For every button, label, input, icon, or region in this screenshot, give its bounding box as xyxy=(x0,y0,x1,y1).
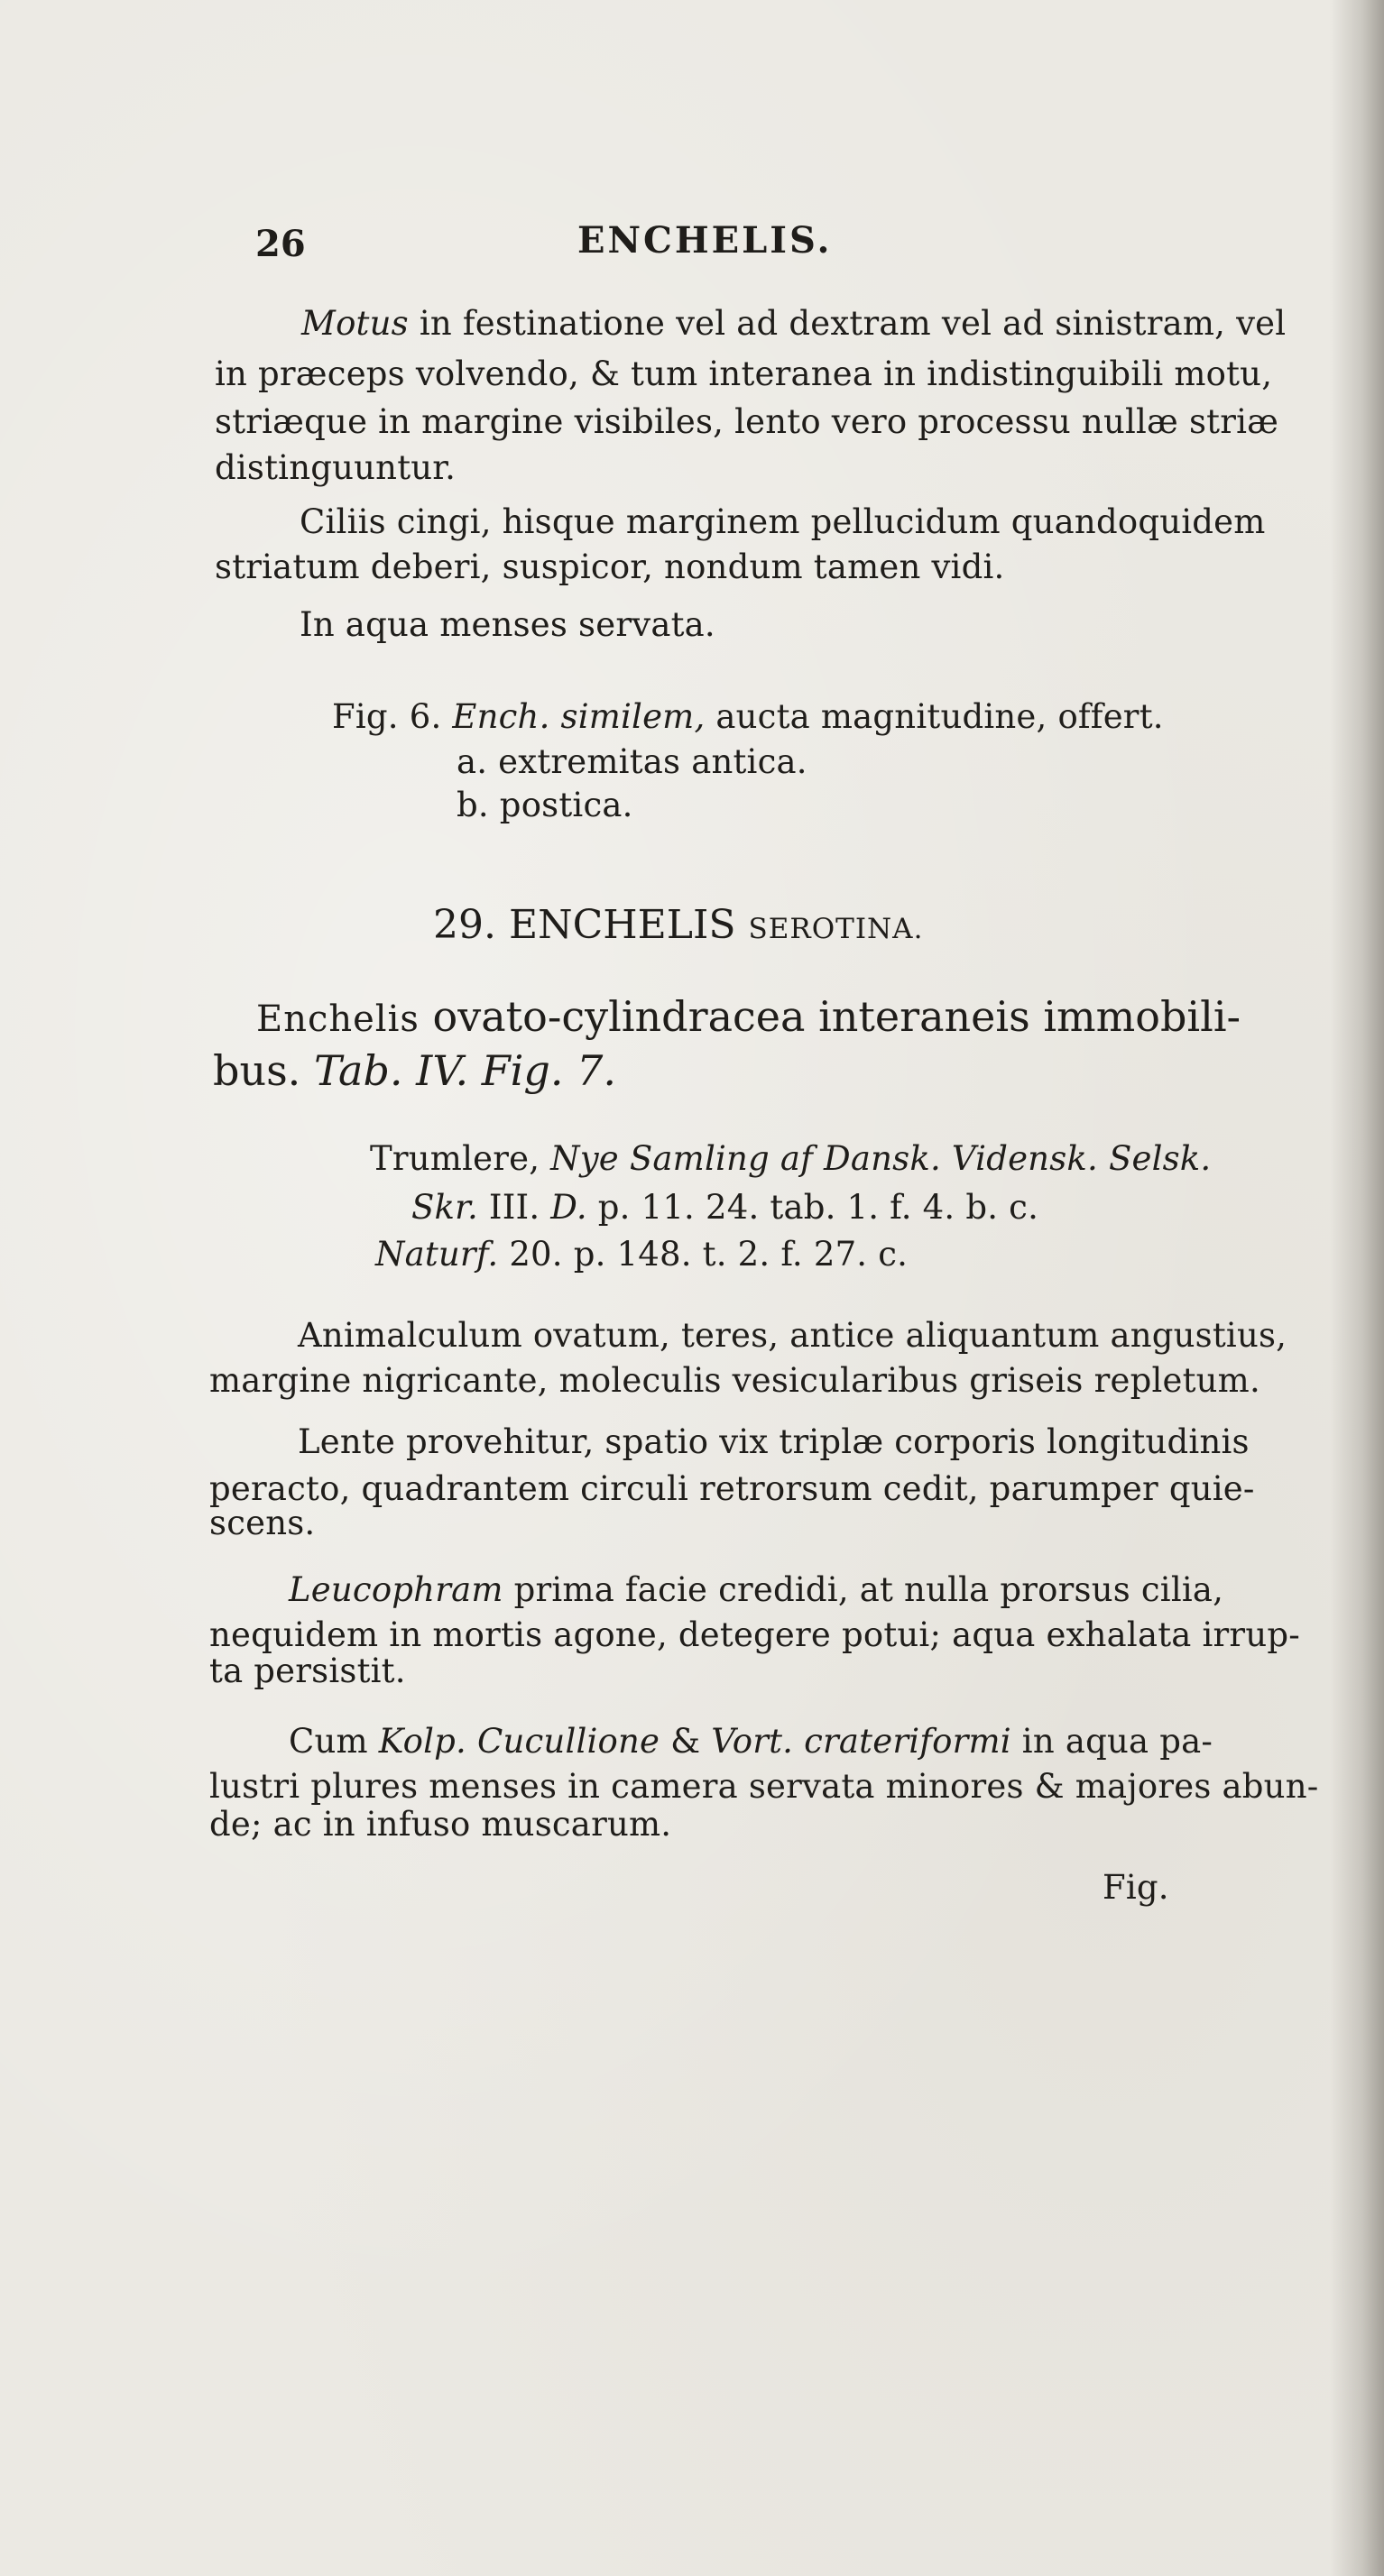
catchword: Fig. xyxy=(1103,1868,1169,1907)
figure-caption-item: a. extremitas antica. xyxy=(457,742,807,781)
text-line: striatum deberi, suspicor, nondum tamen vidi. xyxy=(215,547,1005,586)
text-line: nequidem in mortis agone, detegere potui; aqua exhalata irrup- xyxy=(209,1615,1300,1654)
italic-term: Naturf. xyxy=(375,1235,499,1274)
italic-term: Skr. xyxy=(411,1188,478,1227)
text-line: de; ac in infuso muscarum. xyxy=(209,1805,672,1844)
italic-term: D. xyxy=(550,1188,587,1227)
text-line: in præceps volvendo, & tum interanea in indistinguibili motu, xyxy=(215,354,1273,393)
running-title: ENCHELIS. xyxy=(577,219,833,262)
text-line: peracto, quadrantem circuli retrorsum cedit, parumper quie- xyxy=(209,1469,1255,1508)
text-line xyxy=(289,1722,1213,1761)
italic-term: Nye Samling af Dansk. Vidensk. Selsk. xyxy=(550,1139,1212,1178)
section-genus: ENCHELIS xyxy=(508,902,736,948)
text-line: margine nigricante, moleculis vesicularibus griseis repletum. xyxy=(209,1361,1260,1400)
text-span: Cum xyxy=(289,1722,379,1761)
italic-term: Ench. similem, xyxy=(452,697,706,736)
italic-term: Leucophram xyxy=(289,1570,503,1609)
text-line: Animalculum ovatum, teres, antice aliquantum angustius, xyxy=(298,1316,1287,1355)
synonymy-line xyxy=(370,1139,1212,1178)
text-line xyxy=(289,1570,1224,1609)
page-gutter-shadow xyxy=(1330,0,1384,2576)
text-line: distinguuntur. xyxy=(215,448,457,487)
synonymy-line xyxy=(411,1188,1039,1227)
figure-caption-item: b. postica. xyxy=(457,786,633,824)
text-line: scens. xyxy=(209,1504,316,1542)
italic-term: Vort. crateriformi xyxy=(711,1722,1011,1761)
genus-smallcaps: Enchelis xyxy=(256,998,420,1040)
text-line: In aqua menses servata. xyxy=(300,605,715,644)
text-span: & xyxy=(660,1722,712,1761)
section-heading xyxy=(433,902,923,948)
section-epithet: SEROTINA. xyxy=(748,913,924,945)
text-span: Trumlere, xyxy=(370,1139,551,1178)
text-span: in festinatione vel ad dextram vel ad sinistram, vel xyxy=(408,304,1287,343)
text-span: p. 11. 24. tab. 1. f. 4. b. c. xyxy=(586,1188,1039,1227)
diagnosis-line xyxy=(213,1046,616,1095)
figure-label: Fig. 6. xyxy=(332,697,442,736)
section-number: 29. xyxy=(433,902,496,948)
synonymy-line xyxy=(375,1235,909,1274)
figure-caption xyxy=(332,697,1164,736)
italic-term: Kolp. Cucullione xyxy=(378,1722,660,1761)
page-number: 26 xyxy=(255,223,306,265)
text-span: prima facie credidi, at nulla prorsus cilia, xyxy=(503,1570,1224,1609)
text-span: in aqua pa- xyxy=(1010,1722,1213,1761)
text-line: striæque in margine visibiles, lento vero processu nullæ striæ xyxy=(215,402,1279,441)
text-line: Ciliis cingi, hisque marginem pellucidum quandoquidem xyxy=(300,502,1266,541)
text-span: bus. xyxy=(213,1046,301,1095)
text-line xyxy=(301,304,1287,343)
text-line: ta persistit. xyxy=(209,1651,406,1690)
diagnosis-line xyxy=(256,992,1241,1041)
text-line: Lente provehitur, spatio vix triplæ corporis longitudinis xyxy=(298,1422,1250,1461)
text-line: lustri plures menses in camera servata minores & majores abun- xyxy=(209,1767,1319,1806)
text-span: III. xyxy=(477,1188,551,1227)
plate-reference: Tab. IV. Fig. 7. xyxy=(313,1046,616,1095)
text-span: aucta magnitudine, offert. xyxy=(705,697,1164,736)
text-span: 20. p. 148. t. 2. f. 27. c. xyxy=(498,1235,909,1274)
italic-term: Motus xyxy=(301,304,409,343)
text-span: ovato-cylindracea interaneis immobili- xyxy=(419,992,1241,1041)
